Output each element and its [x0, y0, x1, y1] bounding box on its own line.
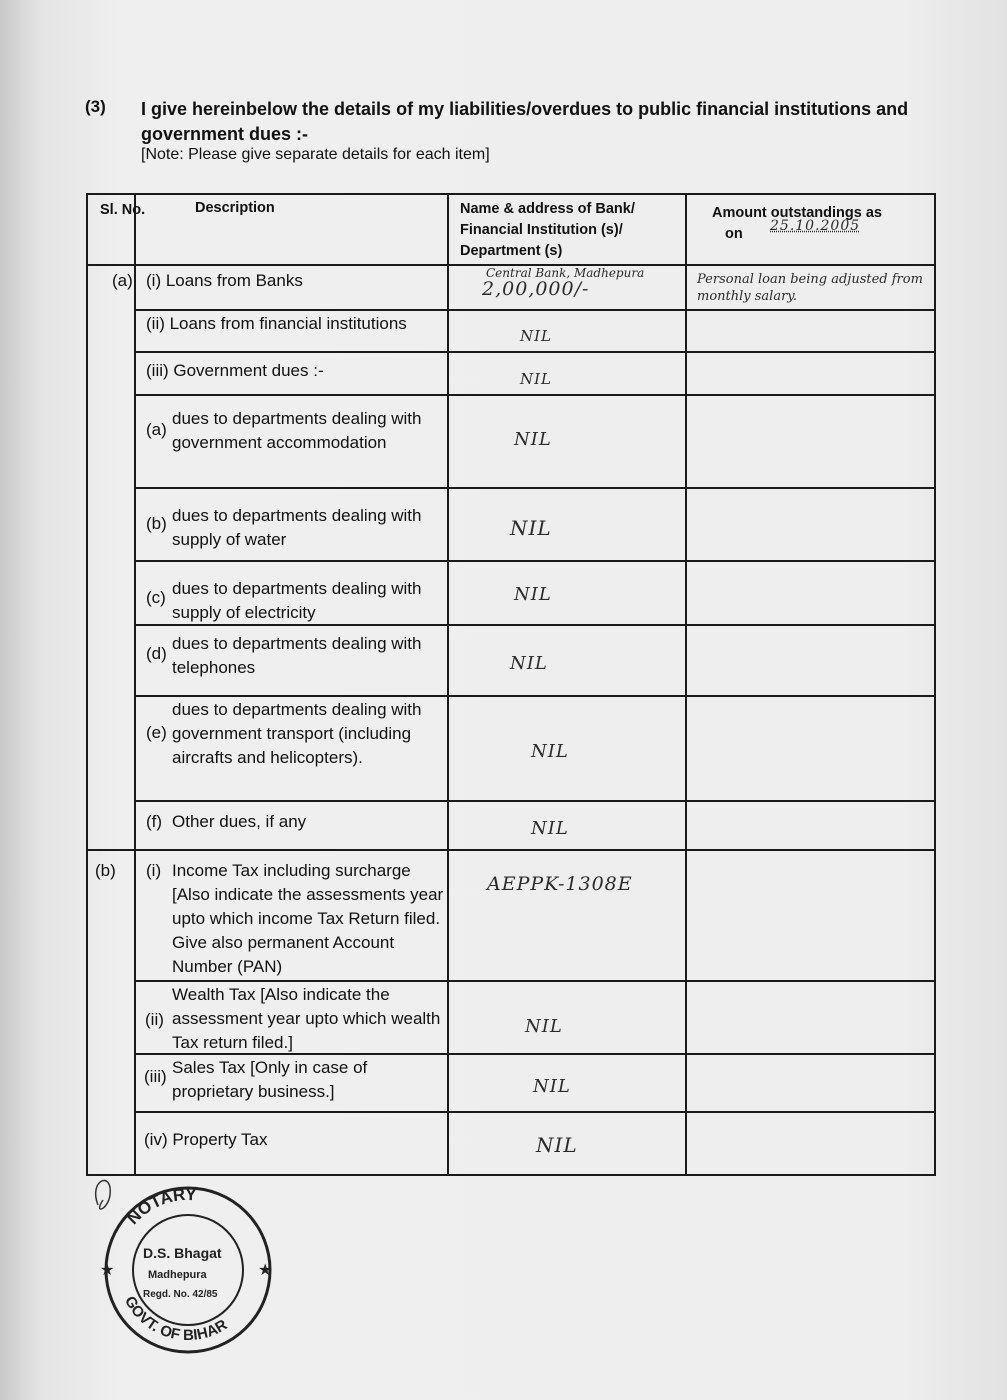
nil-entry: NIL [520, 327, 553, 345]
notary-stamp [88, 1170, 288, 1370]
row-marker: (f) [146, 812, 163, 831]
row-desc: (iv) Property Tax [144, 1130, 268, 1149]
stamp-name: D.S. Bhagat [143, 1245, 222, 1261]
row-sl-a: (a) [112, 271, 133, 290]
nil-entry: NIL [514, 584, 552, 605]
row-desc: (ii) Loans from financial institutions [146, 314, 407, 333]
row-desc: dues to departments dealing with telephones [172, 634, 422, 677]
row-desc: (iii) Government dues :- [146, 361, 324, 380]
stamp-star-icon: ★ [258, 1262, 273, 1279]
stamp-star-icon: ★ [100, 1262, 115, 1279]
row-desc: dues to departments dealing with supply of electricity [172, 579, 422, 622]
row-desc: Income Tax including surcharge [Also indicate the assessments year upto which income Tax Return filed. Give also permanent Account Number (PAN) [172, 861, 444, 976]
header-date-handwritten: 25.10.2005 [770, 218, 861, 234]
row-marker: (iii) [144, 1067, 167, 1086]
row-marker: (ii) [145, 1010, 164, 1029]
stamp-top-text: NOTARY [123, 1184, 197, 1229]
row-marker: (a) [146, 420, 167, 439]
row-desc: Other dues, if any [172, 812, 307, 831]
pan-handwritten: AEPPK-1308E [487, 873, 633, 895]
row-marker: (d) [146, 644, 167, 663]
row-marker: (c) [146, 588, 166, 607]
nil-entry: NIL [536, 1133, 578, 1157]
col-header-name-address: Name & address of Bank/ Financial Institution (s)/ Department (s) [460, 201, 635, 259]
loan-remark-handwritten: Personal loan being adjusted from monthly salary. [697, 272, 923, 304]
row-marker: (e) [146, 723, 167, 742]
loan-amount-handwritten: 2,00,000/- [482, 278, 590, 300]
row-desc: dues to departments dealing with supply of water [172, 506, 422, 549]
row-sl-b: (b) [95, 861, 116, 880]
section-heading: I give hereinbelow the details of my liabilities/overdues to public financial institutions and government dues :- [141, 99, 909, 144]
row-desc: Wealth Tax [Also indicate the assessment year upto which wealth Tax return filed.] [172, 985, 441, 1052]
stamp-regd: Regd. No. 42/85 [143, 1289, 218, 1300]
row-marker: (i) [146, 861, 162, 880]
col-header-amount-on: on [725, 226, 743, 242]
nil-entry: NIL [520, 370, 553, 388]
col-header-amount: Amount outstandings as [712, 205, 882, 221]
stamp-place: Madhepura [148, 1269, 207, 1281]
row-desc: dues to departments dealing with government accommodation [172, 409, 422, 452]
nil-entry: NIL [531, 741, 569, 762]
section-note: [Note: Please give separate details for each item] [141, 146, 490, 163]
nil-entry: NIL [510, 653, 548, 674]
col-header-description: Description [195, 200, 275, 216]
stamp-bottom-text: GOVT. OF BIHAR [120, 1293, 231, 1345]
row-marker: (b) [146, 514, 167, 533]
nil-entry: NIL [531, 818, 569, 839]
section-number: (3) [85, 97, 106, 116]
nil-entry: NIL [514, 429, 552, 450]
nil-entry: NIL [525, 1016, 563, 1037]
bank-name-handwritten: Central Bank, Madhepura [486, 266, 645, 280]
row-desc: Sales Tax [Only in case of proprietary business.] [172, 1058, 368, 1101]
nil-entry: NIL [510, 516, 552, 540]
col-header-sl-no: Sl. No. [100, 202, 146, 218]
row-desc: dues to departments dealing with government transport (including aircrafts and helicopters). [172, 700, 422, 767]
nil-entry: NIL [533, 1076, 571, 1097]
signature-scribble [96, 1181, 111, 1210]
row-desc: (i) Loans from Banks [146, 271, 303, 290]
